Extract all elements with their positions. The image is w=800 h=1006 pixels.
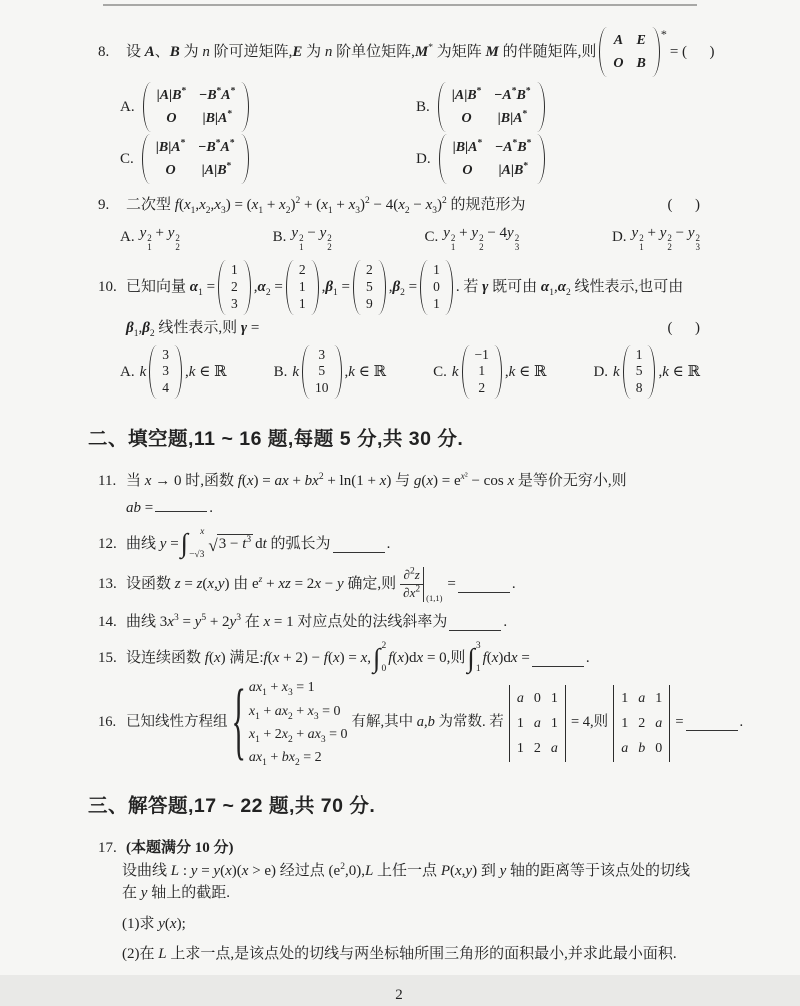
option-text: ,k ∈ ℝ	[658, 363, 700, 380]
determinant-2	[613, 685, 670, 762]
question-15	[98, 642, 700, 674]
left-paren-icon	[623, 345, 631, 400]
det-cell: 2	[638, 715, 646, 731]
question-number: 14.	[98, 613, 117, 630]
option-label: A.	[120, 363, 135, 380]
left-paren-icon	[302, 345, 310, 400]
det-bar-icon	[669, 685, 670, 762]
vector-entry: 5	[318, 363, 326, 379]
period: .	[585, 650, 590, 667]
question-text: 在 y 轴上的截距.	[122, 885, 230, 902]
matrix-cell: |B|A*	[452, 138, 483, 155]
det-bar-icon	[565, 685, 566, 762]
question-number: 12.	[98, 535, 117, 552]
vector-entry: 2	[365, 262, 373, 278]
option-label: C.	[424, 228, 439, 245]
option-label: D.	[416, 150, 431, 167]
score-note: (本题满分 10 分)	[126, 840, 234, 857]
option-A	[120, 82, 416, 132]
question-11-line2	[126, 495, 700, 519]
matrix-cell: O	[461, 111, 472, 126]
option-vector	[302, 345, 342, 400]
column-vector-beta1	[353, 260, 386, 315]
matrix-cell: O	[613, 56, 624, 71]
det-cell: a	[638, 690, 646, 706]
question-text: 设函数 z = z(x,y) 由 $e^z$ + xz = 2x − y 确定,则	[126, 575, 397, 593]
option-C	[120, 134, 416, 184]
right-paren-icon	[537, 134, 545, 184]
fraction-denominator: $\partial x^2$	[400, 584, 423, 602]
integral-1	[373, 642, 386, 674]
option-D	[612, 222, 700, 253]
section-3-heading: 三、解答题,17 ~ 22 题,共 70 分.	[88, 794, 376, 817]
question-10-stem-row	[98, 260, 700, 315]
right-paren-icon	[311, 260, 319, 315]
option-vector	[623, 345, 656, 400]
question-11	[98, 470, 700, 519]
option-text: k	[292, 363, 300, 380]
left-paren-icon	[142, 134, 150, 184]
det-cell: a	[550, 740, 558, 756]
square-root	[208, 534, 253, 554]
option-text: y 2 1 − y 2 2	[291, 224, 332, 252]
vector-entry: 5	[365, 279, 373, 295]
question-text: 有解,其中 a,b 为常数. 若	[351, 714, 504, 731]
answer-parentheses: ( )	[667, 320, 700, 336]
question-17	[98, 837, 700, 966]
question-text: $\beta_1,\beta_2$ 线性表示,则 γ =	[126, 320, 260, 339]
matrix-cell: |A|B*	[451, 86, 482, 103]
matrix-cell: |B|A*	[202, 109, 233, 126]
question-9	[98, 194, 700, 252]
vector-entry: 9	[365, 296, 373, 312]
option-text: ,k ∈ ℝ	[185, 363, 227, 380]
equation: $ax_1 + x_3 = 1$	[248, 680, 315, 699]
answer-parentheses: = ( )	[669, 43, 715, 60]
matrix-cell: B	[636, 56, 646, 71]
option-text: k	[613, 363, 620, 380]
period: .	[739, 714, 744, 731]
question-text: 已知线性方程组	[126, 714, 228, 731]
question-text: 曲线 $3x^3 = y^5 + 2y^3$ 在 x = 1 对应点处的法线斜率为	[126, 612, 448, 630]
right-paren-icon	[378, 260, 386, 315]
question-text: 设 A、B 为 n 阶可逆矩阵,E 为 n 阶单位矩阵,M* 为矩阵 M 的伴随矩阵,则	[126, 42, 597, 60]
question-text: f(x)dx = 0,则	[388, 650, 466, 667]
answer-blank	[458, 576, 510, 593]
det-cell: 1	[550, 690, 558, 706]
determinant-1	[509, 685, 566, 762]
option-label: D.	[611, 228, 627, 245]
integral-lower-limit: 0	[381, 663, 387, 674]
equation: $x_1 + 2x_2 + ax_3 = 0$	[248, 726, 348, 745]
equals-sign: =	[675, 714, 684, 731]
fraction-numerator: ∂$^2$z	[403, 566, 420, 583]
det-cell: a	[533, 715, 541, 731]
option-C	[424, 222, 519, 253]
integral-lower-limit: −√3	[189, 549, 205, 560]
left-paren-icon	[143, 82, 151, 132]
period: .	[503, 613, 508, 630]
vector-entry: 1	[478, 363, 486, 379]
equation: $ax_1 + bx_2 = 2$	[248, 749, 322, 768]
vector-entry: 1	[298, 296, 306, 312]
vector-entry: 3	[231, 296, 238, 312]
integral-upper-limit: x	[200, 527, 205, 538]
equals-sign: =	[447, 576, 456, 593]
det-cell: a	[655, 715, 663, 731]
question-text: 已知向量 $\alpha_1$ =	[126, 279, 216, 299]
option-A	[120, 222, 180, 253]
right-paren-icon	[494, 345, 502, 400]
left-paren-icon	[286, 260, 294, 315]
option-label: A.	[120, 228, 135, 245]
question-text: 二次型 $f(x_1,x_2,x_3) = (x_1 + x_2)^2 + (x_1 + x_3)^2 - 4(x_2 - x_3)^2$ 的规范形为	[126, 196, 526, 216]
vector-entry: 1	[433, 262, 440, 278]
question-12	[98, 528, 700, 560]
option-label: B.	[416, 98, 430, 115]
vector-entry: 10	[315, 380, 329, 396]
option-A	[120, 345, 227, 400]
question-14	[98, 611, 700, 634]
question-17-part2	[122, 943, 700, 966]
option-text: y 2 1 + y 2 2	[139, 224, 180, 252]
det-cell: b	[638, 740, 646, 756]
option-vector	[149, 345, 182, 400]
option-B	[274, 345, 386, 400]
matrix-cell: |A|B*	[156, 86, 187, 103]
question-13	[98, 567, 700, 602]
question-11-line1	[98, 470, 700, 493]
option-label: C.	[433, 363, 447, 380]
integral-upper-limit: 2	[381, 641, 387, 652]
question-8-options	[120, 82, 700, 184]
det-cell: 0	[533, 690, 541, 706]
question-17-part1	[122, 913, 700, 936]
option-text: k	[451, 363, 459, 380]
answer-blank	[532, 650, 584, 667]
integral-icon: ∫	[373, 642, 381, 673]
matrix-cell: −B*A*	[199, 86, 236, 103]
vector-entry: 3	[318, 346, 326, 362]
question-text: $,\beta_2$ =	[388, 279, 418, 299]
option-text: k	[139, 363, 147, 380]
vector-entry: 1	[635, 346, 643, 362]
radicand: $3 - t^3$	[218, 535, 252, 553]
vector-entry: 8	[635, 380, 643, 396]
question-number: 11.	[98, 473, 117, 490]
matrix-cells	[607, 27, 651, 77]
column-vector-alpha2	[286, 260, 319, 315]
integral-icon: ∫	[180, 528, 189, 559]
right-paren-icon	[243, 260, 251, 315]
question-text: = 4,则	[570, 714, 609, 731]
question-number: 10.	[98, 279, 117, 296]
part-text: (1)求 y(x);	[122, 915, 186, 932]
answer-blank	[155, 495, 207, 512]
question-17-body	[122, 860, 700, 905]
question-number: 9.	[98, 197, 110, 213]
option-label: B.	[273, 363, 288, 380]
matrix-cell: O	[462, 163, 473, 178]
page-number: 2	[395, 986, 403, 1003]
left-paren-icon	[218, 260, 226, 315]
det-cell: 1	[621, 715, 629, 731]
question-10-line2	[98, 317, 700, 340]
vector-entry: 3	[162, 363, 170, 379]
vector-entry: 4	[162, 380, 170, 396]
left-paren-icon	[439, 134, 447, 184]
question-text: dt 的弧长为	[255, 535, 331, 552]
det-cell: 1	[516, 715, 524, 731]
question-text: ab =	[126, 499, 154, 516]
option-matrix	[143, 82, 250, 132]
period: .	[386, 535, 391, 552]
question-9-stem-row	[98, 194, 700, 217]
option-text: ,k ∈ ℝ	[504, 363, 547, 380]
det-cell: a	[516, 690, 524, 706]
partial-derivative	[400, 567, 443, 602]
vector-entry: 1	[231, 262, 238, 278]
matrix-cell: −A*B*	[495, 138, 532, 155]
right-paren-icon	[241, 134, 249, 184]
question-text: 设曲线 L : y = y(x)(x > e) 经过点 $(e^2,0),L$ 上任一点 P(x,y) 到 y 轴的距离等于该点处的切线	[122, 861, 691, 879]
vector-entry: 5	[635, 363, 643, 379]
option-matrix	[439, 134, 546, 184]
page-edge-line	[103, 4, 697, 6]
left-paren-icon	[462, 345, 470, 400]
question-text: f(x)dx =	[482, 650, 530, 667]
question-text: $,\beta_1$ =	[321, 279, 350, 299]
question-text: . 若 γ 既可由 $\alpha_1,\alpha_2$ 线性表示,也可由	[455, 279, 684, 299]
vector-entry: 1	[433, 296, 440, 312]
integral-upper-limit: 3	[475, 641, 481, 652]
vector-entry: 0	[433, 279, 440, 295]
answer-blank	[333, 536, 385, 553]
option-B	[416, 82, 700, 132]
question-16	[98, 673, 758, 770]
right-paren-icon	[537, 82, 545, 132]
matrix-cell: −B*A*	[198, 138, 235, 155]
block-matrix	[599, 27, 666, 77]
option-label: C.	[120, 150, 134, 167]
vector-entry: 2	[478, 380, 486, 396]
question-10	[98, 260, 700, 399]
left-paren-icon	[438, 82, 446, 132]
det-cell: 1	[550, 715, 558, 731]
evaluation-bar	[423, 567, 443, 602]
det-cell: 1	[655, 690, 663, 706]
option-D	[416, 134, 700, 184]
option-vector	[462, 345, 502, 400]
period: .	[209, 499, 213, 516]
question-10-options	[120, 345, 700, 400]
option-matrix	[438, 82, 545, 132]
adjugate-star: *	[660, 27, 667, 41]
det-cell: 2	[533, 740, 541, 756]
question-text: 设连续函数 f(x) 满足:f(x + 2) − f(x) = x,	[126, 650, 372, 667]
matrix-cell: |A|B*	[498, 161, 529, 178]
det-cell: 0	[655, 740, 663, 756]
question-text: 曲线 y =	[126, 535, 179, 552]
answer-blank	[686, 715, 738, 731]
option-text: y 2 1 + y 2 2 − 4y 2 3	[443, 224, 520, 252]
right-paren-icon	[334, 345, 342, 400]
right-paren-icon	[174, 345, 182, 400]
column-vector-alpha1	[218, 260, 251, 315]
left-paren-icon	[149, 345, 157, 400]
option-C	[433, 345, 546, 400]
det-cell: a	[621, 740, 629, 756]
question-number: 16.	[98, 714, 117, 731]
question-8	[98, 26, 715, 184]
right-paren-icon	[652, 27, 660, 77]
det-cell: 1	[621, 690, 629, 706]
matrix-cell: |B|A*	[497, 109, 528, 126]
option-matrix	[142, 134, 249, 184]
matrix-cell: |B|A*	[155, 138, 186, 155]
matrix-cell: O	[166, 111, 177, 126]
det-cell: 1	[516, 740, 524, 756]
column-vector-beta2	[420, 260, 453, 315]
right-paren-icon	[241, 82, 249, 132]
option-label: D.	[593, 363, 609, 380]
option-D	[593, 345, 700, 400]
matrix-cell: −A*B*	[494, 86, 531, 103]
matrix-cell: O	[165, 163, 176, 178]
matrix-cell: A	[613, 33, 624, 48]
option-label: A.	[120, 98, 135, 115]
vector-entry: 3	[162, 346, 170, 362]
integral	[181, 528, 205, 560]
question-number: 17.	[98, 840, 117, 857]
matrix-cell: E	[636, 33, 646, 48]
matrix-cell: |A|B*	[201, 161, 232, 178]
answer-blank	[449, 614, 501, 631]
radical-icon: √	[208, 536, 218, 555]
period: .	[511, 576, 516, 593]
option-B	[273, 222, 332, 253]
vector-entry: 2	[231, 279, 238, 295]
part-text: (2)在 L 上求一点,是该点处的切线与两坐标轴所围三角形的面积最小,并求此最小面积.	[122, 946, 677, 963]
right-paren-icon	[647, 345, 655, 400]
integral-lower-limit: 1	[475, 663, 481, 674]
vector-entry: −1	[474, 346, 489, 362]
integral-icon: ∫	[467, 642, 475, 673]
question-8-stem-row	[98, 26, 715, 78]
question-text: 当 x → 0 时,函数 f(x) = ax + $bx^2 + \ln(1 + x)$ 与 $g(x) = e^{x^2} - \cos x$ 是等价无穷小,则	[126, 472, 627, 490]
question-text: $,\alpha_2$ =	[253, 279, 283, 299]
right-paren-icon	[445, 260, 453, 315]
question-number: 8.	[98, 43, 110, 60]
option-text: ,k ∈ ℝ	[344, 363, 387, 380]
question-9-options	[120, 222, 700, 253]
equation: $x_1 + ax_2 + x_3 = 0$	[248, 703, 341, 722]
section-2-heading: 二、填空题,11 ~ 16 题,每题 5 分,共 30 分.	[88, 428, 464, 451]
question-number: 13.	[98, 576, 117, 593]
vector-entry: 2	[298, 262, 306, 278]
left-paren-icon	[599, 27, 607, 77]
left-paren-icon	[353, 260, 361, 315]
equation-system	[231, 673, 348, 770]
question-17-header	[98, 837, 700, 860]
left-paren-icon	[420, 260, 428, 315]
brace-icon: {	[231, 673, 246, 770]
evaluation-point: (1,1)	[426, 593, 443, 604]
option-text: y 2 1 + y 2 2 − y 2 3	[631, 224, 700, 252]
question-number: 15.	[98, 650, 117, 667]
vector-entry: 1	[298, 279, 306, 295]
integral-2	[467, 642, 480, 674]
option-label: B.	[272, 228, 287, 245]
answer-parentheses: ( )	[667, 197, 700, 213]
